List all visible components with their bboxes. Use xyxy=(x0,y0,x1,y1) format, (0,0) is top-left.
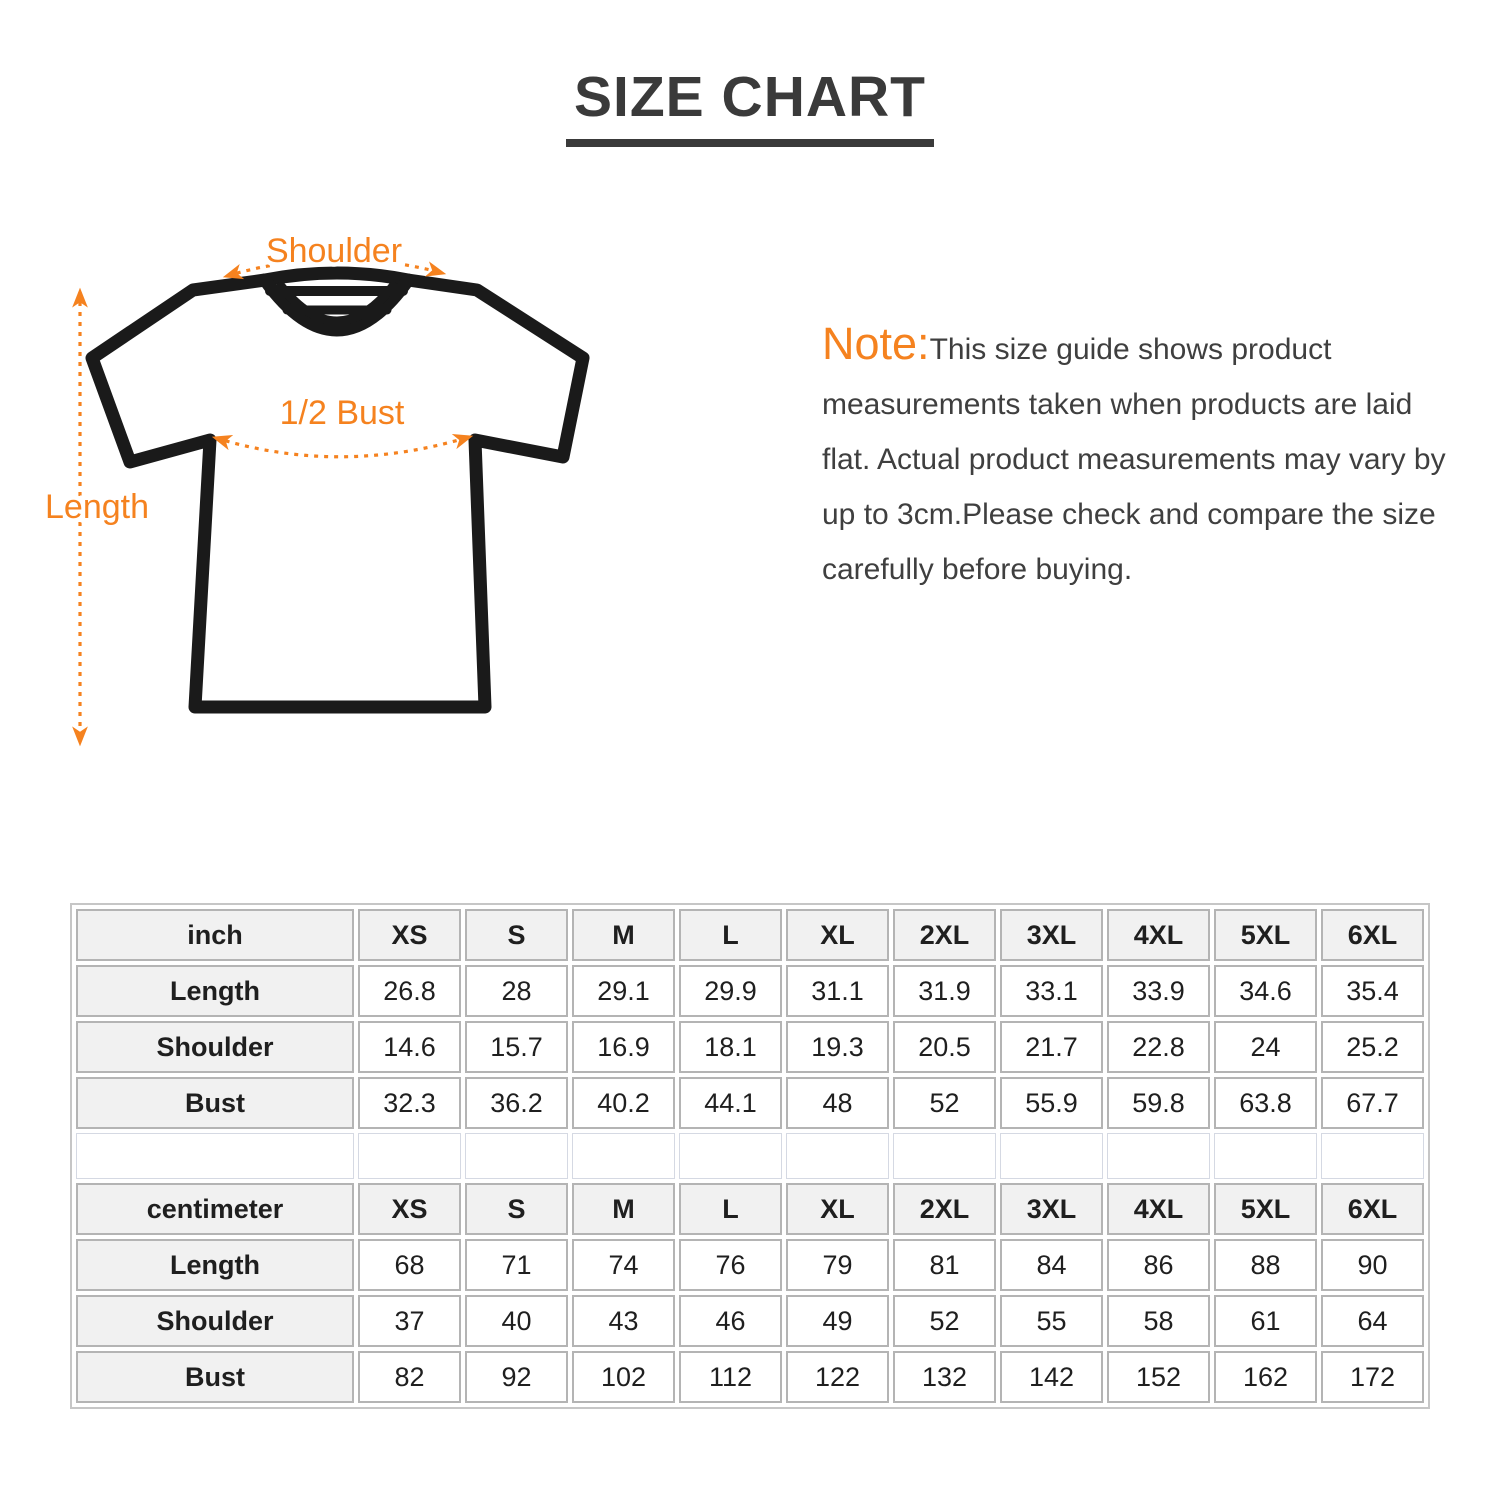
spacer-cell xyxy=(1321,1133,1424,1179)
value-cell: 172 xyxy=(1321,1351,1424,1403)
value-cell: 132 xyxy=(893,1351,996,1403)
size-header-cell: 5XL xyxy=(1214,909,1317,961)
value-cell: 81 xyxy=(893,1239,996,1291)
value-cell: 49 xyxy=(786,1295,889,1347)
size-header-cell: 6XL xyxy=(1321,909,1424,961)
spacer-cell xyxy=(76,1133,354,1179)
value-cell: 29.9 xyxy=(679,965,782,1017)
table-header-row xyxy=(76,909,1424,961)
value-cell: 31.9 xyxy=(893,965,996,1017)
value-cell: 44.1 xyxy=(679,1077,782,1129)
value-cell: 63.8 xyxy=(1214,1077,1317,1129)
row-label-cell: Length xyxy=(76,965,354,1017)
spacer-cell xyxy=(1107,1133,1210,1179)
value-cell: 76 xyxy=(679,1239,782,1291)
value-cell: 33.9 xyxy=(1107,965,1210,1017)
value-cell: 15.7 xyxy=(465,1021,568,1073)
value-cell: 52 xyxy=(893,1295,996,1347)
size-header-cell: S xyxy=(465,1183,568,1235)
value-cell: 142 xyxy=(1000,1351,1103,1403)
value-cell: 14.6 xyxy=(358,1021,461,1073)
spacer-cell xyxy=(572,1133,675,1179)
note-paragraph xyxy=(822,316,1450,597)
value-cell: 55 xyxy=(1000,1295,1103,1347)
size-header-cell: 3XL xyxy=(1000,1183,1103,1235)
value-cell: 25.2 xyxy=(1321,1021,1424,1073)
table-header-row xyxy=(76,1183,1424,1235)
value-cell: 86 xyxy=(1107,1239,1210,1291)
size-header-cell: XS xyxy=(358,1183,461,1235)
size-header-cell: L xyxy=(679,1183,782,1235)
size-header-cell: M xyxy=(572,1183,675,1235)
spacer-cell xyxy=(465,1133,568,1179)
row-label-cell: Shoulder xyxy=(76,1295,354,1347)
value-cell: 37 xyxy=(358,1295,461,1347)
table-row xyxy=(76,1077,1424,1129)
value-cell: 52 xyxy=(893,1077,996,1129)
value-cell: 36.2 xyxy=(465,1077,568,1129)
value-cell: 40.2 xyxy=(572,1077,675,1129)
size-header-cell: XL xyxy=(786,909,889,961)
value-cell: 21.7 xyxy=(1000,1021,1103,1073)
size-header-cell: 2XL xyxy=(893,1183,996,1235)
value-cell: 55.9 xyxy=(1000,1077,1103,1129)
row-label-cell: Shoulder xyxy=(76,1021,354,1073)
tshirt-outline-icon xyxy=(92,273,583,707)
size-header-cell: 4XL xyxy=(1107,909,1210,961)
size-header-cell: XS xyxy=(358,909,461,961)
value-cell: 16.9 xyxy=(572,1021,675,1073)
value-cell: 74 xyxy=(572,1239,675,1291)
spacer-cell xyxy=(786,1133,889,1179)
table-row xyxy=(76,1021,1424,1073)
value-cell: 20.5 xyxy=(893,1021,996,1073)
value-cell: 71 xyxy=(465,1239,568,1291)
value-cell: 122 xyxy=(786,1351,889,1403)
size-header-cell: L xyxy=(679,909,782,961)
value-cell: 31.1 xyxy=(786,965,889,1017)
value-cell: 35.4 xyxy=(1321,965,1424,1017)
value-cell: 26.8 xyxy=(358,965,461,1017)
unit-header-cell: centimeter xyxy=(76,1183,354,1235)
title-wrap xyxy=(0,64,1500,147)
value-cell: 46 xyxy=(679,1295,782,1347)
value-cell: 18.1 xyxy=(679,1021,782,1073)
spacer-cell xyxy=(1214,1133,1317,1179)
value-cell: 40 xyxy=(465,1295,568,1347)
value-cell: 28 xyxy=(465,965,568,1017)
table-row xyxy=(76,1239,1424,1291)
shoulder-label: Shoulder xyxy=(265,232,403,270)
row-label-cell: Bust xyxy=(76,1077,354,1129)
value-cell: 68 xyxy=(358,1239,461,1291)
value-cell: 48 xyxy=(786,1077,889,1129)
spacer-cell xyxy=(1000,1133,1103,1179)
value-cell: 90 xyxy=(1321,1239,1424,1291)
row-label-cell: Bust xyxy=(76,1351,354,1403)
table-row xyxy=(76,1351,1424,1403)
value-cell: 152 xyxy=(1107,1351,1210,1403)
value-cell: 22.8 xyxy=(1107,1021,1210,1073)
size-header-cell: S xyxy=(465,909,568,961)
length-label: Length xyxy=(45,488,149,526)
value-cell: 33.1 xyxy=(1000,965,1103,1017)
value-cell: 84 xyxy=(1000,1239,1103,1291)
value-cell: 61 xyxy=(1214,1295,1317,1347)
spacer-cell xyxy=(893,1133,996,1179)
size-header-cell: XL xyxy=(786,1183,889,1235)
value-cell: 162 xyxy=(1214,1351,1317,1403)
size-header-cell: 3XL xyxy=(1000,909,1103,961)
value-cell: 102 xyxy=(572,1351,675,1403)
value-cell: 32.3 xyxy=(358,1077,461,1129)
value-cell: 112 xyxy=(679,1351,782,1403)
size-table-body xyxy=(76,909,1424,1403)
value-cell: 58 xyxy=(1107,1295,1210,1347)
value-cell: 34.6 xyxy=(1214,965,1317,1017)
row-label-cell: Length xyxy=(76,1239,354,1291)
value-cell: 19.3 xyxy=(786,1021,889,1073)
value-cell: 64 xyxy=(1321,1295,1424,1347)
note-body: This size guide shows product measurements taken when products are laid flat. Actual product measurements may vary by up to 3cm.Please check and compare the size carefully before buying. xyxy=(822,333,1446,586)
size-header-cell: 6XL xyxy=(1321,1183,1424,1235)
value-cell: 92 xyxy=(465,1351,568,1403)
value-cell: 88 xyxy=(1214,1239,1317,1291)
size-header-cell: 5XL xyxy=(1214,1183,1317,1235)
spacer-cell xyxy=(358,1133,461,1179)
spacer-cell xyxy=(679,1133,782,1179)
value-cell: 29.1 xyxy=(572,965,675,1017)
tshirt-measurement-diagram xyxy=(30,228,630,760)
table-row xyxy=(76,1295,1424,1347)
size-header-cell: M xyxy=(572,909,675,961)
size-header-cell: 4XL xyxy=(1107,1183,1210,1235)
value-cell: 79 xyxy=(786,1239,889,1291)
bust-label: 1/2 Bust xyxy=(279,394,405,432)
value-cell: 24 xyxy=(1214,1021,1317,1073)
note-prefix: Note: xyxy=(822,318,930,369)
unit-header-cell: inch xyxy=(76,909,354,961)
table-row xyxy=(76,965,1424,1017)
size-table xyxy=(70,903,1430,1409)
page-title: SIZE CHART xyxy=(566,64,934,147)
value-cell: 67.7 xyxy=(1321,1077,1424,1129)
table-spacer-row xyxy=(76,1133,1424,1179)
value-cell: 43 xyxy=(572,1295,675,1347)
size-header-cell: 2XL xyxy=(893,909,996,961)
value-cell: 59.8 xyxy=(1107,1077,1210,1129)
value-cell: 82 xyxy=(358,1351,461,1403)
